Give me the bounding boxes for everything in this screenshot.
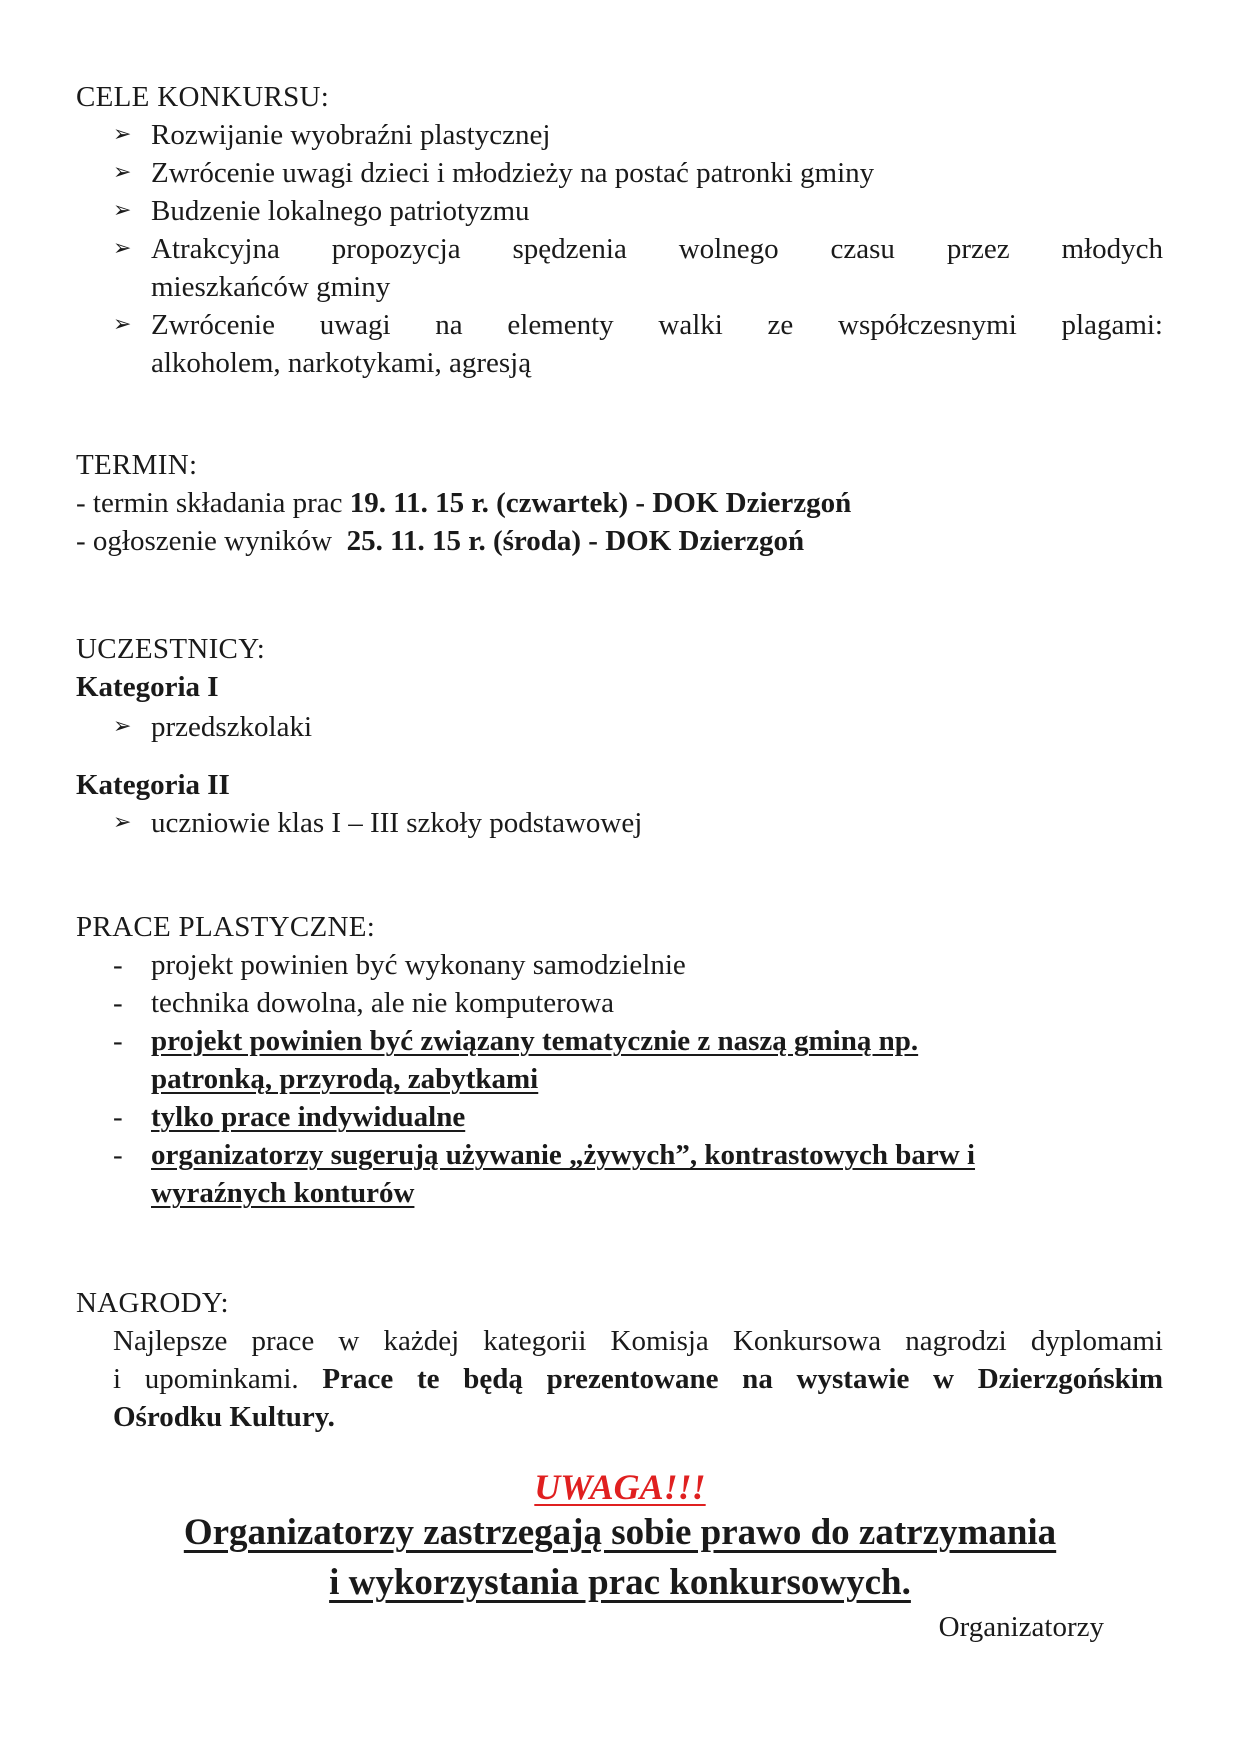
warning-title: UWAGA!!! xyxy=(534,1467,706,1507)
goals-list xyxy=(113,116,1163,382)
arrow-bullet-icon: ➢ xyxy=(113,810,132,835)
term-heading: TERMIN: xyxy=(76,449,198,481)
list-item-continued: mieszkańców gminy xyxy=(151,271,391,303)
arrow-bullet-icon: ➢ xyxy=(113,198,132,223)
list-item: - tylko prace indywidualne xyxy=(113,1101,466,1133)
list-item-continued: wyraźnych konturów xyxy=(151,1177,415,1209)
list-item: - projekt powinien być związany tematycznie z naszą gminą np. xyxy=(113,1025,919,1057)
list-item: - organizatorzy sugerują używanie „żywych”, kontrastowych barw i xyxy=(113,1139,976,1171)
list-item: - technika dowolna, ale nie komputerowa xyxy=(113,987,615,1019)
category-2-list xyxy=(113,804,1163,842)
category-1-label: Kategoria I xyxy=(76,671,219,703)
prizes-text: Najlepsze prace w każdej kategorii Komisja Konkursowa nagrodzi dyplomami i upominkami. Prace te będą prezentowane na wystawie w Dzierzgońskim Ośrodku Kultury. xyxy=(113,1325,1163,1433)
notice-line-1: Organizatorzy zastrzegają sobie prawo do zatrzymania xyxy=(183,1512,1057,1553)
category-1-list xyxy=(113,708,1163,746)
list-item: ➢ Zwrócenie uwagi dzieci i młodzieży na postać patronki gminy xyxy=(113,154,1163,192)
works-list xyxy=(113,946,1163,1212)
signature: Organizatorzy xyxy=(938,1611,1104,1643)
arrow-bullet-icon: ➢ xyxy=(113,160,132,185)
term-line-submission: - termin składania prac 19. 11. 15 r. (czwartek) - DOK Dzierzgoń xyxy=(76,487,852,519)
arrow-bullet-icon: ➢ xyxy=(113,312,132,337)
list-item: ➢ Zwrócenie uwagi na elementy walki ze współczesnymi plagami: xyxy=(113,306,1163,344)
goals-heading: CELE KONKURSU: xyxy=(76,81,330,113)
participants-heading: UCZESTNICY: xyxy=(76,633,266,665)
list-item: ➢ Atrakcyjna propozycja spędzenia wolnego czasu przez młodych xyxy=(113,230,1163,268)
notice-line-2: i wykorzystania prac konkursowych. xyxy=(329,1562,911,1603)
arrow-bullet-icon: ➢ xyxy=(113,122,132,147)
term-line-results: - ogłoszenie wyników 25. 11. 15 r. (środa) - DOK Dzierzgoń xyxy=(76,525,805,557)
arrow-bullet-icon: ➢ xyxy=(113,714,132,739)
works-heading: PRACE PLASTYCZNE: xyxy=(76,911,376,943)
category-2-label: Kategoria II xyxy=(76,769,230,801)
list-item: ➢ Budzenie lokalnego patriotyzmu xyxy=(113,192,1163,230)
list-item-continued: patronką, przyrodą, zabytkami xyxy=(151,1063,539,1095)
list-item: - projekt powinien być wykonany samodzielnie xyxy=(113,949,686,981)
list-item: ➢ uczniowie klas I – III szkoły podstawowej xyxy=(113,804,1163,842)
arrow-bullet-icon: ➢ xyxy=(113,236,132,261)
list-item-continued: alkoholem, narkotykami, agresją xyxy=(151,347,532,379)
list-item: ➢ przedszkolaki xyxy=(113,708,1163,746)
list-item: ➢ Rozwijanie wyobraźni plastycznej xyxy=(113,116,1163,154)
term-lines xyxy=(76,484,1176,560)
prizes-heading: NAGRODY: xyxy=(76,1287,229,1319)
